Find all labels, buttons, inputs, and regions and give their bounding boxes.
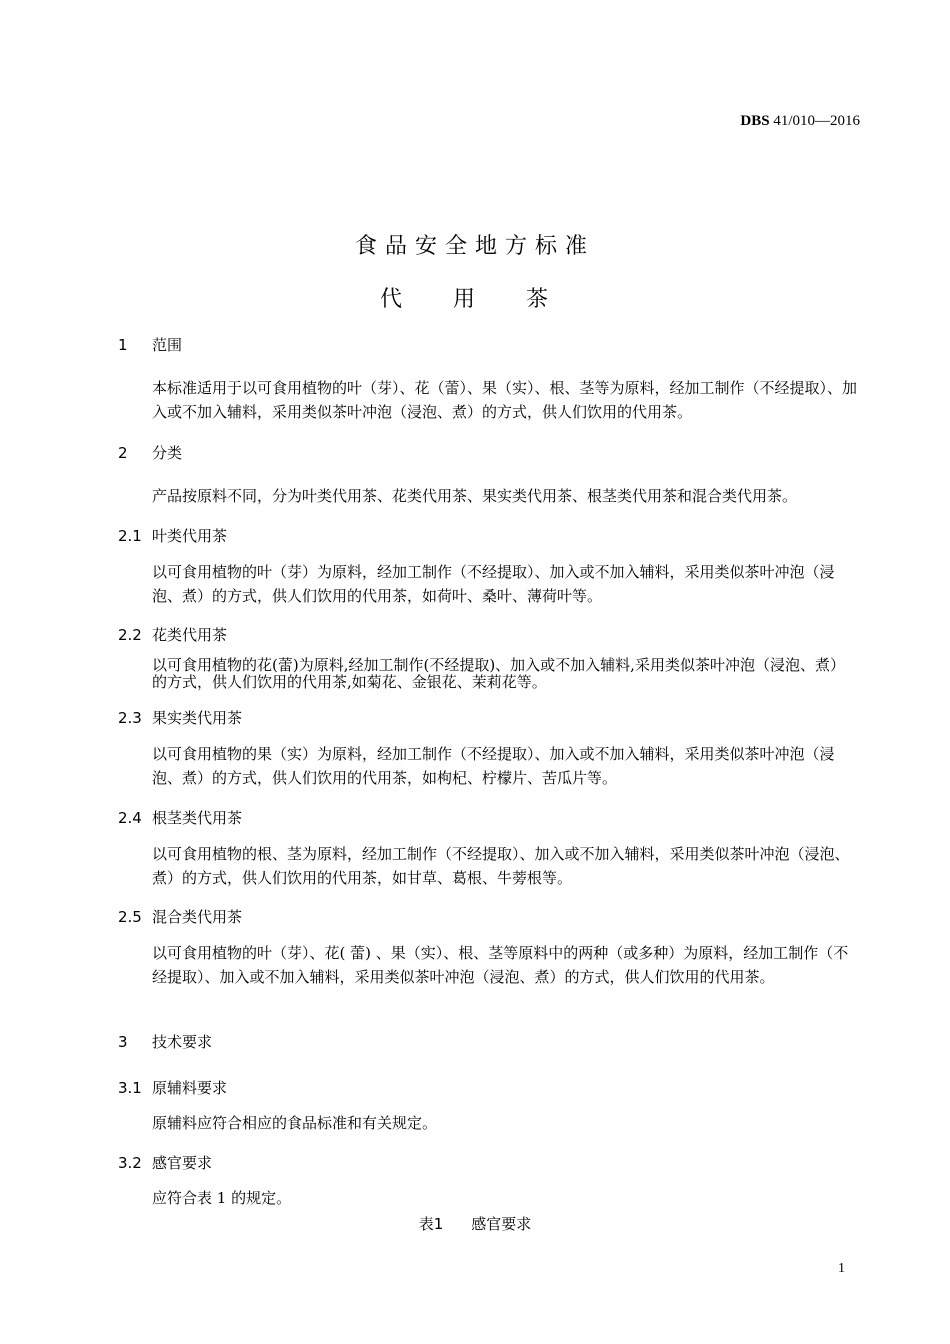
section-paragraph: 产品按原料不同，分为叶类代用茶、花类代用茶、果实类代用茶、根茎类代用茶和混合类代用茶。 (152, 487, 798, 505)
subsection-heading (118, 525, 227, 546)
section-number: 2.2 (118, 626, 142, 644)
section-number: 3 (118, 1033, 128, 1051)
page-number: 1 (838, 1261, 845, 1276)
table-title: 感官要求 (471, 1215, 532, 1233)
section-title: 根茎类代用茶 (152, 809, 243, 827)
subsection-heading (118, 707, 242, 728)
section-heading (118, 442, 182, 463)
section-paragraph: 以可食用植物的果（实）为原料，经加工制作（不经提取）、加入或不加入辅料，采用类似茶叶冲泡（浸泡、煮）的方式，供人们饮用的代用茶，如枸杞、柠檬片、苦瓜片等。 (152, 745, 835, 787)
subsection-heading (118, 1077, 227, 1098)
section-title: 叶类代用茶 (152, 527, 228, 545)
section-number: 2 (118, 444, 128, 462)
document-title: 食品安全地方标准 (354, 234, 595, 259)
section-number: 2.1 (118, 527, 142, 545)
section-title: 感官要求 (152, 1154, 213, 1172)
table-caption (0, 1213, 950, 1234)
subsection-heading (118, 906, 242, 927)
subsection-heading (118, 807, 242, 828)
section-title: 原辅料要求 (152, 1079, 228, 1097)
subsection-heading (118, 624, 227, 645)
section-paragraph: 以可食用植物的花(蕾)为原料,经加工制作(不经提取)、加入或不加入辅料,采用类似茶叶冲泡（浸泡、煮）的方式，供人们饮用的代用茶,如菊花、金银花、茉莉花等。 (152, 656, 845, 691)
section-number: 2.3 (118, 709, 142, 727)
standard-code-prefix: DBS (740, 113, 770, 129)
section-paragraph: 以可食用植物的根、茎为原料，经加工制作（不经提取）、加入或不加入辅料，采用类似茶叶冲泡（浸泡、煮）的方式，供人们饮用的代用茶，如甘草、葛根、牛蒡根等。 (152, 845, 850, 887)
section-number: 3.1 (118, 1079, 142, 1097)
section-paragraph: 原辅料应符合相应的食品标准和有关规定。 (152, 1114, 438, 1132)
section-paragraph: 以可食用植物的叶（芽）、花( 蕾) 、果（实）、根、茎等原料中的两种（或多种）为原料，经加工制作（不经提取）、加入或不加入辅料，采用类似茶叶冲泡（浸泡、煮）的方式，供人们饮用的代用茶。 (152, 944, 849, 986)
section-number: 3.2 (118, 1154, 142, 1172)
subsection-heading (118, 1152, 212, 1173)
section-title: 分类 (152, 444, 183, 462)
standard-code-number: 41/010—2016 (769, 113, 860, 129)
section-number: 2.5 (118, 908, 142, 926)
standard-code (740, 113, 860, 130)
section-paragraph: 本标准适用于以可食用植物的叶（芽）、花（蕾）、果（实）、根、茎等为原料，经加工制作（不经提取）、加入或不加入辅料，采用类似茶叶冲泡（浸泡、煮）的方式，供人们饮用的代用茶。 (152, 379, 858, 421)
document-subtitle: 代 用 茶 (380, 287, 570, 312)
section-heading (118, 334, 182, 355)
section-paragraph: 以可食用植物的叶（芽）为原料，经加工制作（不经提取）、加入或不加入辅料，采用类似茶叶冲泡（浸泡、煮）的方式，供人们饮用的代用茶，如荷叶、桑叶、薄荷叶等。 (152, 563, 835, 605)
section-title: 果实类代用茶 (152, 709, 243, 727)
section-title: 技术要求 (152, 1033, 213, 1051)
section-title: 花类代用茶 (152, 626, 228, 644)
table-number: 表1 (418, 1215, 444, 1233)
section-title: 范围 (152, 336, 183, 354)
section-paragraph: 应符合表 1 的规定。 (152, 1189, 292, 1207)
section-heading (118, 1031, 212, 1052)
section-number: 2.4 (118, 809, 142, 827)
section-number: 1 (118, 336, 128, 354)
section-title: 混合类代用茶 (152, 908, 243, 926)
